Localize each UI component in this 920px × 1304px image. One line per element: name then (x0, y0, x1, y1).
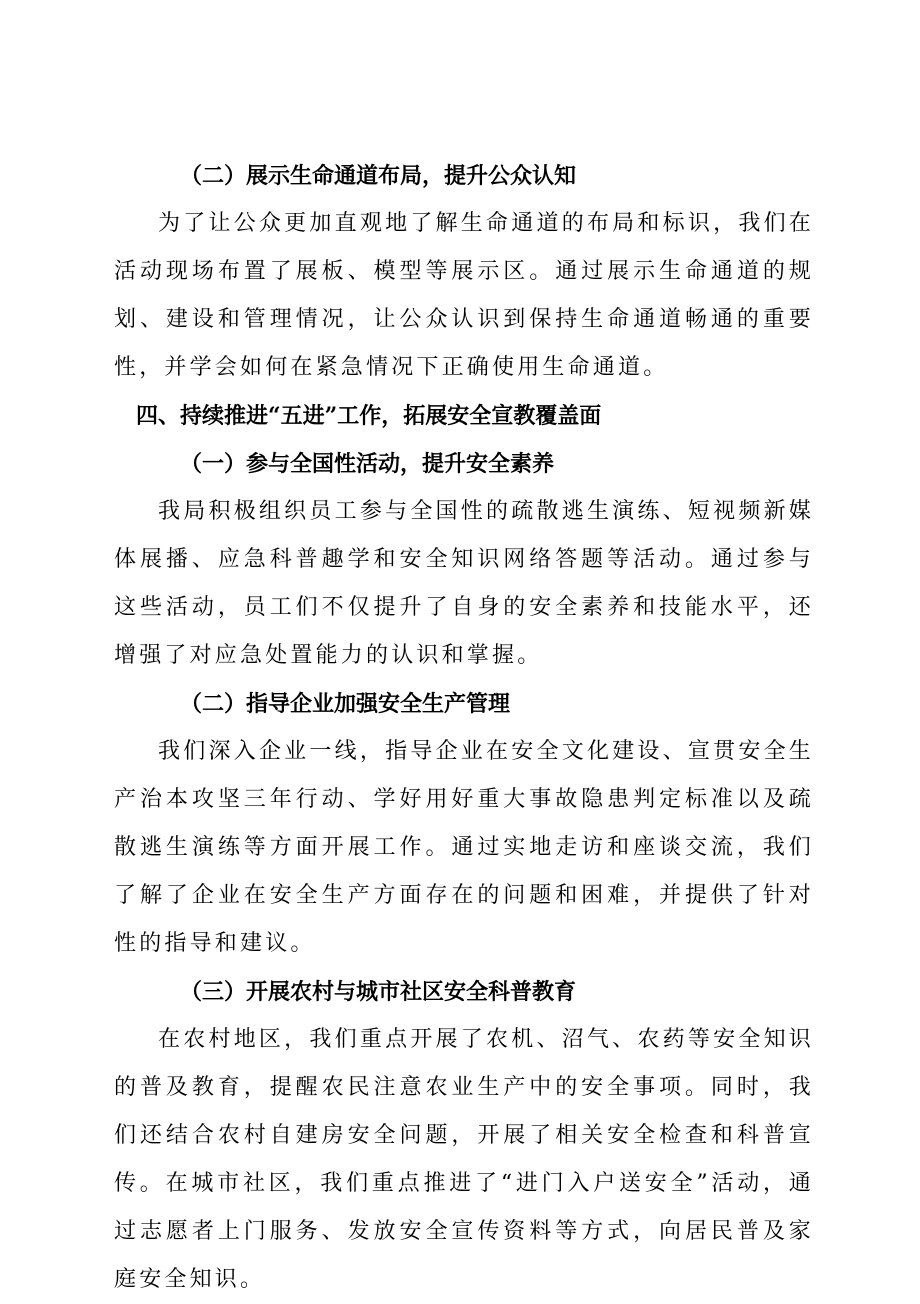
section-paragraph: 我们深入企业一线，指导企业在安全文化建设、宣贯安全生产治本攻坚三年行动、学好用好重大事故隐患判定标准以及疏散逃生演练等方面开展工作。通过实地走访和座谈交流，我们了解了企业在安全生产方面存在的问题和困难，并提供了针对性的指导和建议。 (114, 739, 814, 956)
section-paragraph: 在农村地区，我们重点开展了农机、沼气、农药等安全知识的普及教育，提醒农民注意农业生产中的安全事项。同时，我们还结合农村自建房安全问题，开展了相关安全检查和科普宣传。在城市社区，我们重点推进了“进门入户送安全”活动，通过志愿者上门服务、发放安全宣传资料等方式，向居民普及家庭安全知识。 (114, 1027, 814, 1292)
document-page (114, 152, 814, 1304)
section-paragraph: 为了让公众更加直观地了解生命通道的布局和标识，我们在活动现场布置了展板、模型等展示区。通过展示生命通道的规划、建设和管理情况，让公众认识到保持生命通道畅通的重要性，并学会如何在紧急情况下正确使用生命通道。 (114, 211, 814, 380)
chapter-heading: 四、持续推进“五进”工作，拓展安全宣教覆盖面 (136, 403, 602, 429)
section-heading: （一）参与全国性活动，提升安全素养 (180, 451, 555, 477)
section-heading: （二）展示生命通道布局，提升公众认知 (180, 163, 577, 189)
section-paragraph: 我局积极组织员工参与全国性的疏散逃生演练、短视频新媒体展播、应急科普趣学和安全知识网络答题等活动。通过参与这些活动，员工们不仅提升了自身的安全素养和技能水平，还增强了对应急处置能力的认识和掌握。 (114, 499, 814, 668)
section-heading: （三）开展农村与城市社区安全科普教育 (180, 979, 577, 1005)
section-heading: （二）指导企业加强安全生产管理 (180, 691, 511, 717)
